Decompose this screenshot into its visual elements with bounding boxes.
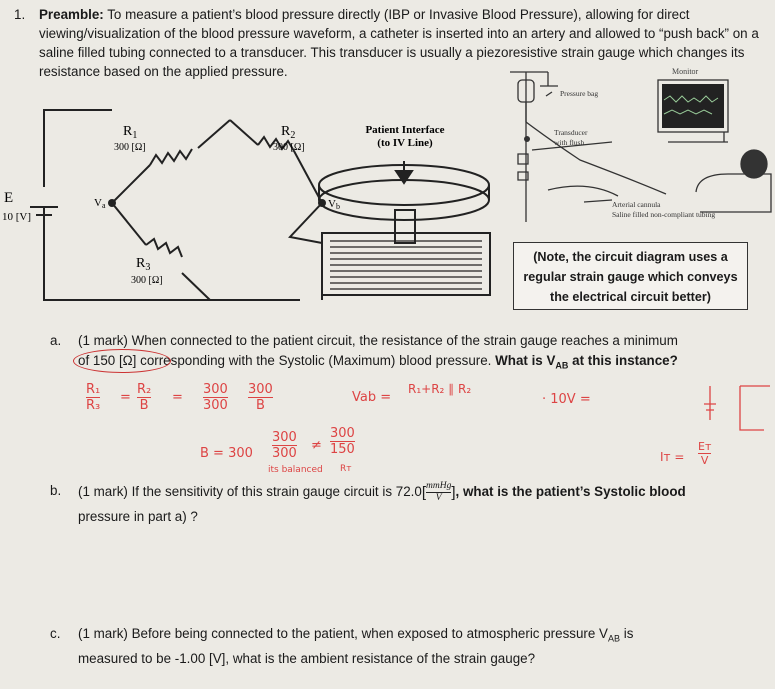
bridge-circuit-diagram [0, 95, 505, 310]
hw-frac-2: 300 B [248, 382, 273, 413]
hw-vab: Vab = [352, 390, 392, 405]
node-va [108, 199, 116, 207]
hw-ten-volts: · 10V = [542, 392, 591, 407]
question-c-line-1: (1 mark) Before being connected to the patient, when exposed to atmospheric pressure $V_{AB}$ is [78, 626, 634, 644]
interface-label-2: (to IV Line) [377, 137, 433, 149]
hw-it: Iᴛ = [660, 450, 685, 464]
hw-ratio-2: R₂ B [137, 382, 152, 413]
r1-value: 300 [Ω] [114, 142, 146, 153]
hw-balanced-note: its balanced [268, 465, 323, 475]
note-box [513, 242, 748, 310]
arterial-label: Arterial cannula [612, 200, 661, 209]
hw-sketch [700, 380, 775, 440]
hw-frac-1: 300 300 [203, 382, 228, 413]
hw-rt: Rᴛ [340, 464, 352, 474]
monitor-label: Monitor [672, 67, 699, 76]
preamble-text: To measure a patient’s blood pressure directly (IBP or Invasive Blood Pressure), allowing for direct viewing/visualization of the blood pressure waveform, a catheter is inserted into an artery and allowed to “push back” on a saline filled tubing connected to a transducer. This transducer is usually a piezoresistive strain gauge which changes its resistance based on the applied pressure. [39, 7, 759, 79]
question-a-line-1: (1 mark) When connected to the patient circuit, the resistance of the strain gauge reaches a minimum [78, 333, 678, 348]
question-b-line-2: pressure in part a) ? [78, 509, 198, 524]
r1-label: $R_1$ [123, 124, 138, 141]
hw-parallel: R₁+R₂ ∥ R₂ [408, 382, 472, 396]
question-c-label: c. [50, 626, 61, 641]
question-a-line-2: of 150 [Ω] corresponding with the Systolic (Maximum) blood pressure. What is $V_{AB}$ at this instance? [78, 353, 678, 371]
interface-label-1: Patient Interface [365, 124, 445, 136]
note-line-3: the electrical circuit better) [550, 290, 711, 304]
question-number: 1. [14, 7, 26, 22]
question-b-line-1: (1 mark) If the sensitivity of this strain gauge circuit is 72.0[ mmHg V ], what is the patient’s Systolic blood [78, 481, 686, 503]
hw-not-equal: ≠ [311, 438, 322, 453]
question-a-label: a. [50, 333, 62, 348]
handwritten-circle-mark [73, 349, 171, 373]
hw-ratio-1: R₁ R₃ [86, 382, 101, 413]
handwritten-work: R₁ R₃ = R₂ B = 300 300 300 B Vab = R₁+R₂ ∥ R₂ · 10V = B = 300 300 300 ≠ 300 150 its balanced Rᴛ Iᴛ = Eᴛ V [0, 380, 775, 480]
r3-label: $R_3$ [136, 256, 151, 273]
question-b-label: b. [50, 483, 62, 498]
va-label: Va [94, 197, 106, 210]
source-label: E [4, 190, 14, 206]
r2-label: $R_2$ [281, 124, 296, 141]
hw-frac-3: 300 300 [272, 430, 297, 461]
hw-b-equals: B = 300 [200, 446, 253, 461]
tubing-label: Saline filled non-compliant tubing [612, 210, 716, 219]
question-c [50, 624, 770, 669]
question-c-line-2: measured to be -1.00 [V], what is the ambient resistance of the strain gauge? [78, 650, 536, 666]
question-b [50, 481, 770, 527]
hw-it-frac: Eᴛ V [698, 440, 712, 467]
vb-label: Vb [328, 198, 340, 211]
ibp-setup-illustration [488, 62, 775, 237]
hw-frac-4: 300 150 [330, 426, 355, 457]
pressure-bag-label: Pressure bag [560, 89, 599, 98]
note-line-1: (Note, the circuit diagram uses a [533, 250, 728, 264]
node-vb [318, 199, 326, 207]
transducer-label-1: Transducer [554, 128, 588, 137]
preamble-heading: Preamble: [39, 7, 104, 22]
source-value: 10 [V] [2, 211, 32, 223]
transducer-label-2: with flush [554, 138, 585, 147]
r2-value: 300 [Ω] [273, 142, 305, 153]
note-line-2: regular strain gauge which conveys [523, 270, 738, 284]
r3-value: 300 [Ω] [131, 275, 163, 286]
